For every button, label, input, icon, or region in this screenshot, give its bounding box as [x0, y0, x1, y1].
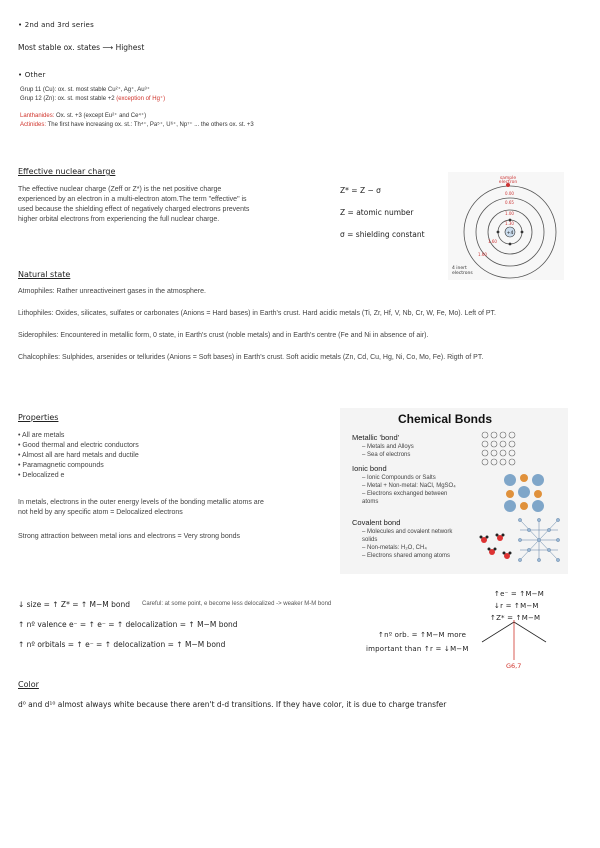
formula-z: Z = atomic number	[340, 208, 414, 217]
atmophiles: Atmophiles: Rather unreactiveinert gases in the atmosphere.	[18, 288, 206, 295]
trend-right-2: ↓r = ↑M−M	[494, 602, 539, 610]
properties-heading: Properties	[18, 413, 59, 422]
covalent-bond-label: Covalent bond	[352, 518, 401, 527]
list-item: • Paramagnetic compounds	[18, 462, 104, 469]
trend-orbitals: ↑ nº orbitals = ↑ e⁻ = ↑ delocalization = ↑ M−M bond	[18, 640, 226, 649]
actinides-text: The first have increasing ox. st.: Th⁴⁺, Pa⁵⁺, U⁶⁺, Np⁷⁺ ... the others ox. st. +3	[47, 122, 254, 128]
trend-peak-sketch	[480, 616, 550, 672]
trend-right-3: ↑Z* = ↑M−M	[490, 614, 541, 622]
ionic-sub4: atoms	[362, 499, 379, 505]
covalent-sub3: – Non-metals: H₂O, CH₄	[362, 545, 427, 551]
ionic-crystal-image	[500, 470, 548, 514]
metallic-lattice-image	[480, 430, 520, 466]
effective-p2: experienced by an electron in a multi-electron atom.The term "effective" is	[18, 196, 247, 203]
metallic-bond-label: Metallic 'bond'	[352, 433, 400, 442]
ring-label-2: 0.65	[505, 200, 514, 205]
color-line: d⁰ and d¹⁰ almost always white because there aren't d-d transitions. If they have color, it is due to charge transfer	[18, 700, 447, 709]
ring-label-1: 0.00	[505, 191, 514, 196]
ring-label-3: 1.00	[505, 211, 514, 216]
inner-electron	[509, 243, 512, 246]
effective-paragraph	[18, 185, 328, 225]
inner-electron	[497, 231, 500, 234]
grp12-main: Grup 12 (Zn): ox. st. most stable +2	[20, 96, 115, 102]
properties-list	[18, 431, 139, 481]
metals-p1b: not held by any specific atom = Delocalized electrons	[18, 509, 183, 516]
ring-label-6: 1.60	[478, 252, 487, 257]
peak-left-line	[482, 622, 514, 642]
trend-right-1: ↑e⁻ = ↑M−M	[494, 590, 544, 598]
bottom-label-2: electrons	[452, 271, 473, 276]
peak-label: G6,7	[506, 662, 522, 670]
lanthanides-text: Ox. st. +3 (except Eu²⁺ and Ce⁴⁺)	[56, 113, 147, 119]
effective-p4: higher orbital electrons from experiencing the full nuclear charge.	[18, 216, 220, 223]
shielding-diagram	[448, 172, 564, 280]
ionic-sub2: – Metal + Non-metal: NaCl, MgSO₄	[362, 483, 456, 489]
ionic-bond-label: Ionic bond	[352, 464, 387, 473]
covalent-sub	[362, 528, 452, 560]
effective-p1: The effective nuclear charge (Zeff or Z*) is the net positive charge	[18, 186, 222, 193]
effective-heading: Effective nuclear charge	[18, 167, 116, 176]
trend-size-note: Careful: at some point, e become less delocalized -> weaker M-M bond	[142, 601, 332, 607]
other-title: • Other	[18, 71, 46, 79]
actinides-line	[20, 121, 254, 129]
chalcophiles: Chalcophiles: Sulphides, arsenides or tellurides (Anions = Soft bases) in Earth's crust. Soft acidic metals (Zn, Cd, Cu, Hg, Ni, Co, Mo, Fe). Rigth of PT.	[18, 354, 484, 361]
trend-middle-2: important than ↑r = ↓M−M	[366, 645, 469, 653]
metallic-sub	[362, 443, 414, 459]
series-line: Most stable ox. states ⟶ Highest	[18, 43, 145, 52]
series-title: • 2nd and 3rd series	[18, 21, 94, 29]
covalent-sub4: – Electrons shared among atoms	[362, 553, 451, 559]
covalent-sub2: solids	[362, 537, 378, 543]
siderophiles: Siderophiles: Encountered in metallic form, 0 state, in Earth's crust (noble metals) and in Earth's centre (Fe and Ni in absence of air).	[18, 332, 429, 339]
ring-label-5: 1.60	[488, 239, 497, 244]
diagram-background	[448, 172, 564, 280]
inner-electron	[521, 231, 524, 234]
attraction-text: Strong attraction between metal ions and electrons = Very strong bonds	[18, 533, 240, 540]
ionic-sub3: – Electrons exchanged between	[362, 491, 448, 497]
list-item: • Almost all are hard metals and ductile	[18, 452, 139, 459]
chem-bonds-title: Chemical Bonds	[398, 412, 493, 426]
lanthanides-label: Lanthanides:	[20, 113, 55, 119]
lithophiles: Lithophiles: Oxides, silicates, sulfates or carbonates (Anions = Hard bases) in Earth's crust. Hard acidic metals (Ti, Zr, Hf, V, Nb, Cr, W, Fe, Mo). Left of PT.	[18, 310, 496, 317]
formula-zeff: Z* = Z − σ	[340, 186, 381, 195]
ring-label-4: 1.30	[505, 221, 514, 226]
metallic-sub2: – Sea of electrons	[362, 452, 411, 458]
trend-valence: ↑ nº valence e⁻ = ↑ e⁻ = ↑ delocalization = ↑ M−M bond	[18, 620, 238, 629]
formula-sigma: σ = shielding constant	[340, 230, 425, 239]
natural-heading: Natural state	[18, 270, 71, 279]
grp12-exception: (exception of Hg⁺)	[116, 96, 166, 102]
trend-size: ↓ size = ↑ Z* = ↑ M−M bond	[18, 600, 131, 609]
ionic-sub1: – Ionic Compounds or Salts	[362, 475, 436, 481]
other-grp11: Grup 11 (Cu): ox. st. most stable Cu²⁺, Ag⁺, Au³⁺	[20, 87, 150, 93]
metallic-sub1: – Metals and Alloys	[362, 444, 414, 450]
peak-right-line	[514, 622, 546, 642]
bottom-label-1: 4 inert	[452, 266, 467, 271]
lanthanides-line	[20, 112, 146, 120]
other-grp12	[20, 95, 165, 103]
metals-paragraph	[18, 498, 333, 518]
ionic-sub	[362, 474, 456, 506]
top-label-2: electron	[498, 180, 518, 185]
effective-p3: used because the shielding effect of negatively charged electrons prevents	[18, 206, 250, 213]
list-item: • Good thermal and electric conductors	[18, 442, 139, 449]
nucleus-label: +4	[506, 231, 514, 236]
chemical-bonds-panel	[340, 408, 568, 574]
covalent-network-image	[516, 516, 562, 564]
color-heading: Color	[18, 680, 39, 689]
actinides-label: Actinides:	[20, 122, 47, 128]
covalent-sub1: – Molecules and covalent network	[362, 529, 453, 535]
water-molecules-image	[478, 532, 514, 564]
trend-middle-1: ↑nº orb. = ↑M−M more	[378, 631, 467, 639]
list-item: • All are metals	[18, 432, 65, 439]
inner-electron	[509, 219, 512, 222]
metals-p1a: In metals, electrons in the outer energy levels of the bonding metallic atoms are	[18, 499, 264, 506]
list-item: • Delocalized e	[18, 472, 65, 479]
top-label-1: sample	[499, 176, 517, 181]
